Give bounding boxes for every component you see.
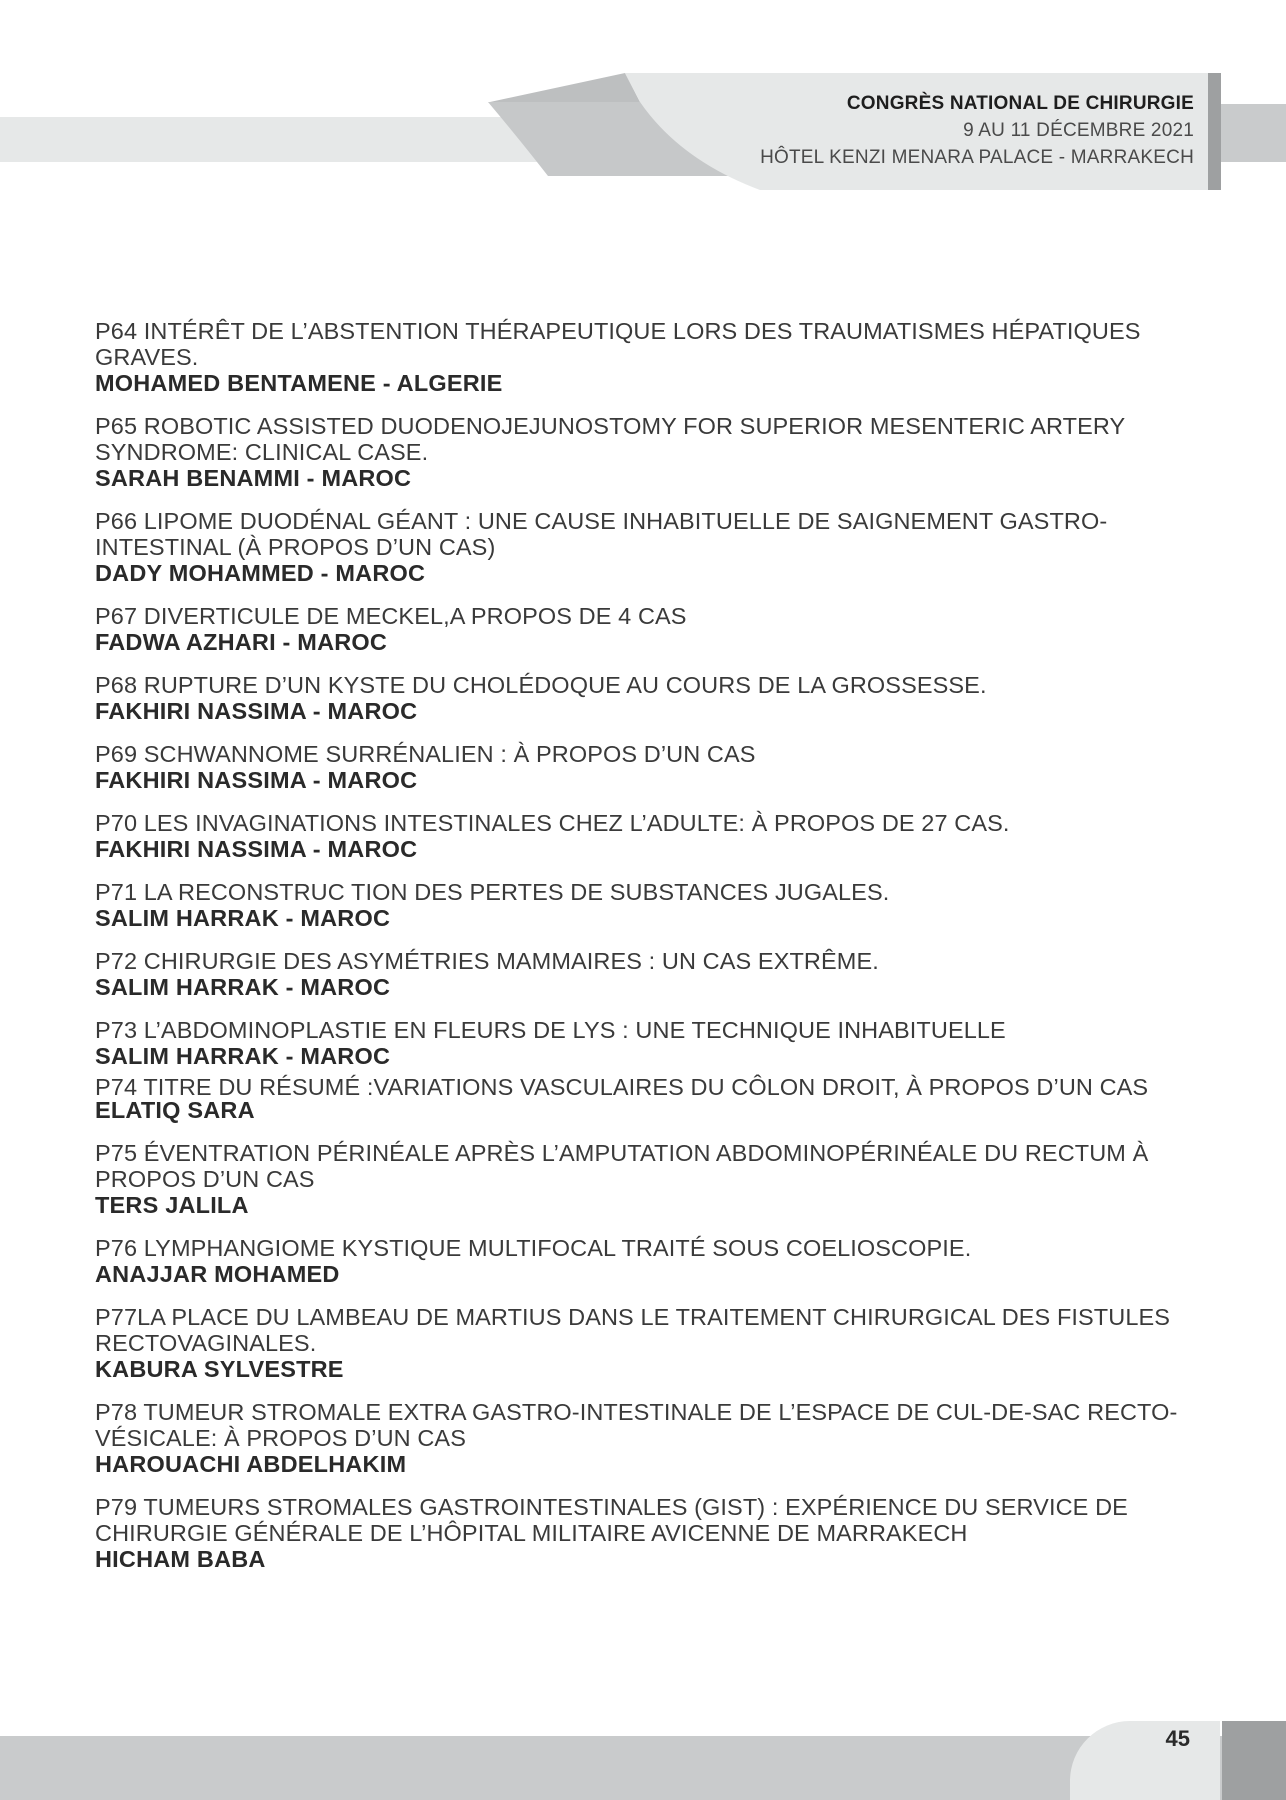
abstract-entry xyxy=(95,603,1205,655)
page-number: 45 xyxy=(1165,1726,1190,1751)
conference-dates: 9 AU 11 DÉCEMBRE 2021 xyxy=(963,120,1194,141)
abstract-title: P74 TITRE DU RÉSUMÉ :VARIATIONS VASCULAIRES DU CÔLON DROIT, À PROPOS D’UN CAS xyxy=(95,1074,1149,1100)
abstract-entry xyxy=(95,672,1205,724)
abstract-title: P71 LA RECONSTRUC TION DES PERTES DE SUBSTANCES JUGALES. xyxy=(95,879,890,905)
abstract-author: KABURA SYLVESTRE xyxy=(95,1356,344,1382)
abstract-title: P69 SCHWANNOME SURRÉNALIEN : À PROPOS D’UN CAS xyxy=(95,741,756,767)
abstract-entry xyxy=(95,810,1205,862)
abstract-entry xyxy=(95,508,1205,586)
conference-title: CONGRÈS NATIONAL DE CHIRURGIE xyxy=(846,93,1194,114)
conference-header xyxy=(760,90,1194,171)
abstract-title: P68 RUPTURE D’UN KYSTE DU CHOLÉDOQUE AU COURS DE LA GROSSESSE. xyxy=(95,672,987,698)
abstract-title: P70 LES INVAGINATIONS INTESTINALES CHEZ L’ADULTE: À PROPOS DE 27 CAS. xyxy=(95,810,1010,836)
abstract-title: P67 DIVERTICULE DE MECKEL,A PROPOS DE 4 CAS xyxy=(95,603,687,629)
abstract-title: P64 INTÉRÊT DE L’ABSTENTION THÉRAPEUTIQUE LORS DES TRAUMATISMES HÉPATIQUES GRAVES. xyxy=(95,318,1141,370)
abstract-entry xyxy=(95,1494,1205,1572)
abstract-title: P73 L’ABDOMINOPLASTIE EN FLEURS DE LYS : UNE TECHNIQUE INHABITUELLE xyxy=(95,1017,1006,1043)
abstract-title: P75 ÉVENTRATION PÉRINÉALE APRÈS L’AMPUTATION ABDOMINOPÉRINÉALE DU RECTUM À PROPOS D’UN CAS xyxy=(95,1140,1149,1192)
abstract-title: P77LA PLACE DU LAMBEAU DE MARTIUS DANS LE TRAITEMENT CHIRURGICAL DES FISTULES RECTOVAGINALES. xyxy=(95,1304,1171,1356)
abstract-author: SALIM HARRAK - MAROC xyxy=(95,1043,391,1069)
abstract-author: TERS JALILA xyxy=(95,1192,249,1218)
abstract-title: P65 ROBOTIC ASSISTED DUODENOJEJUNOSTOMY FOR SUPERIOR MESENTERIC ARTERY SYNDROME: CLINICAL CASE. xyxy=(95,413,1125,465)
abstract-list xyxy=(95,318,1205,1589)
abstract-entry xyxy=(95,413,1205,491)
abstract-title: P72 CHIRURGIE DES ASYMÉTRIES MAMMAIRES : UN CAS EXTRÊME. xyxy=(95,948,879,974)
abstract-author: ELATIQ SARA xyxy=(95,1097,255,1123)
abstract-author: FAKHIRI NASSIMA - MAROC xyxy=(95,836,418,862)
abstract-entry xyxy=(95,1304,1205,1382)
abstract-entry xyxy=(95,741,1205,793)
conference-venue: HÔTEL KENZI MENARA PALACE - MARRAKECH xyxy=(760,147,1194,168)
abstract-title: P66 LIPOME DUODÉNAL GÉANT : UNE CAUSE INHABITUELLE DE SAIGNEMENT GASTRO-INTESTINAL (À PROPOS D’UN CAS) xyxy=(95,508,1108,560)
abstract-entry xyxy=(95,1140,1205,1218)
abstract-author: SARAH BENAMMI - MAROC xyxy=(95,465,412,491)
abstract-title: P76 LYMPHANGIOME KYSTIQUE MULTIFOCAL TRAITÉ SOUS COELIOSCOPIE. xyxy=(95,1235,972,1261)
abstract-author: FAKHIRI NASSIMA - MAROC xyxy=(95,767,418,793)
abstract-author: FADWA AZHARI - MAROC xyxy=(95,629,388,655)
abstract-title: P79 TUMEURS STROMALES GASTROINTESTINALES (GIST) : EXPÉRIENCE DU SERVICE DE CHIRURGIE GÉNÉRALE DE L’HÔPITAL MILITAIRE AVICENNE DE MARRAKECH xyxy=(95,1494,1128,1546)
abstract-author: ANAJJAR MOHAMED xyxy=(95,1261,340,1287)
abstract-entry xyxy=(95,1074,1205,1123)
abstract-entry xyxy=(95,948,1205,1000)
abstract-author: MOHAMED BENTAMENE - ALGERIE xyxy=(95,370,503,396)
abstract-author: HAROUACHI ABDELHAKIM xyxy=(95,1451,407,1477)
footer-accent xyxy=(1222,1721,1286,1800)
abstract-author: HICHAM BABA xyxy=(95,1546,266,1572)
abstract-author: DADY MOHAMMED - MAROC xyxy=(95,560,426,586)
abstract-author: SALIM HARRAK - MAROC xyxy=(95,974,391,1000)
abstract-entry xyxy=(95,879,1205,931)
abstract-author: FAKHIRI NASSIMA - MAROC xyxy=(95,698,418,724)
abstract-author: SALIM HARRAK - MAROC xyxy=(95,905,391,931)
abstract-entry xyxy=(95,1235,1205,1287)
abstract-title: P78 TUMEUR STROMALE EXTRA GASTRO-INTESTINALE DE L’ESPACE DE CUL-DE-SAC RECTO-VÉSICALE: À PROPOS D’UN CAS xyxy=(95,1399,1178,1451)
abstract-entry xyxy=(95,318,1205,396)
abstract-entry xyxy=(95,1017,1205,1069)
abstract-entry xyxy=(95,1399,1205,1477)
